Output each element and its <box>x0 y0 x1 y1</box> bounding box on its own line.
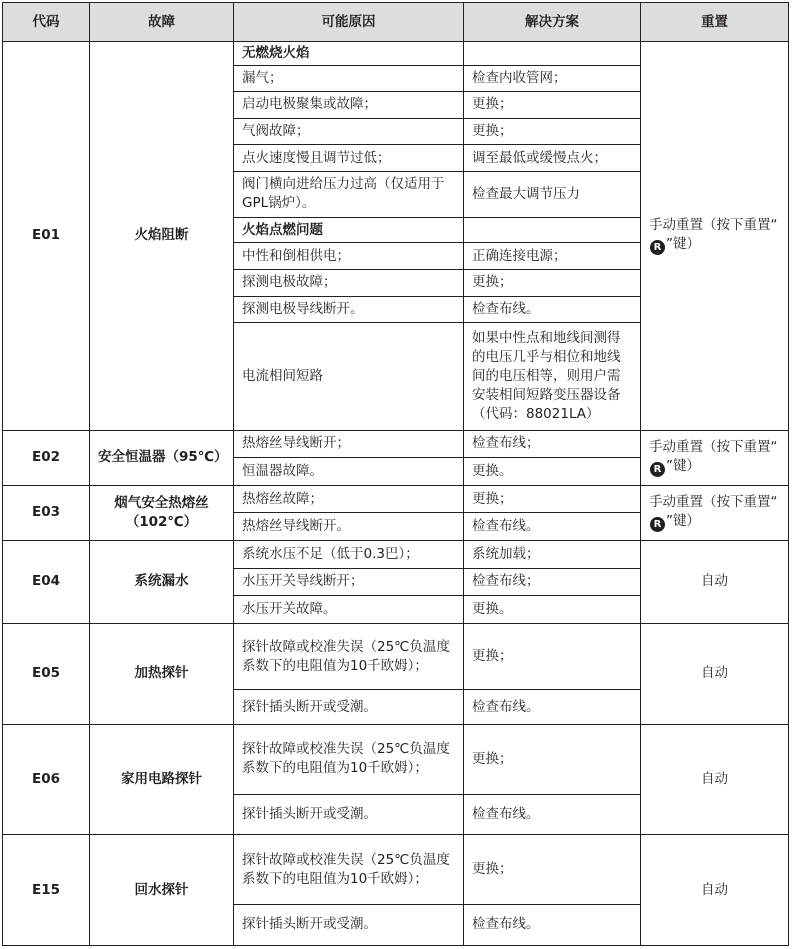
solution-cell: 检查布线。 <box>464 296 641 323</box>
table-row <box>3 540 789 568</box>
cause-subheading: 无燃烧火焰 <box>234 42 464 66</box>
solution-cell: 更换。 <box>464 458 641 486</box>
fault-code: E05 <box>3 623 90 724</box>
reset-cell <box>641 42 789 431</box>
solution-cell: 更换； <box>464 835 641 905</box>
header-fault: 故障 <box>90 3 234 42</box>
fault-name: 系统漏水 <box>90 540 234 623</box>
header-solution: 解决方案 <box>464 3 641 42</box>
cause-cell: 探针故障或校准失误（25℃负温度系数下的电阻值为10千欧姆）； <box>234 623 464 689</box>
cause-cell: 电流相间短路 <box>234 323 464 430</box>
cause-cell: 启动电极聚集或故障； <box>234 92 464 119</box>
cause-cell: 中性和倒相供电； <box>234 243 464 270</box>
reset-cell: 自动 <box>641 725 789 835</box>
cause-cell: 探针故障或校准失误（25℃负温度系数下的电阻值为10千欧姆）； <box>234 835 464 905</box>
cause-cell: 点火速度慢且调节过低； <box>234 145 464 172</box>
solution-cell: 检查布线； <box>464 430 641 458</box>
cause-cell: 热熔丝故障； <box>234 485 464 513</box>
solution-cell: 如果中性点和地线间测得的电压几乎与相位和地线间的电压相等，则用户需安装相间短路变压器设备（代码：88021LA） <box>464 323 641 430</box>
reset-key-icon: R <box>650 240 665 255</box>
reset-text-before: 手动重置（按下重置“ <box>649 217 778 234</box>
header-reset: 重置 <box>641 3 789 42</box>
fault-name: 回水探针 <box>90 835 234 946</box>
fault-code-table <box>2 2 789 946</box>
fault-code: E06 <box>3 725 90 835</box>
solution-cell: 检查内收管网； <box>464 65 641 92</box>
solution-cell: 调至最低或缓慢点火； <box>464 145 641 172</box>
reset-text-after: ”键） <box>666 513 700 530</box>
cause-cell: 热熔丝导线断开。 <box>234 513 464 541</box>
solution-cell: 检查最大调节压力 <box>464 171 641 217</box>
cause-cell: 探针插头断开或受潮。 <box>234 690 464 725</box>
table-row <box>3 485 789 513</box>
reset-text-before: 手动重置（按下重置“ <box>649 494 778 511</box>
solution-cell <box>464 217 641 243</box>
cause-cell: 探针插头断开或受潮。 <box>234 794 464 835</box>
table-row <box>3 42 789 66</box>
solution-cell: 检查布线。 <box>464 904 641 945</box>
cause-cell: 探测电极故障； <box>234 269 464 296</box>
solution-cell: 更换； <box>464 269 641 296</box>
fault-code: E04 <box>3 540 90 623</box>
cause-cell: 漏气； <box>234 65 464 92</box>
fault-name: 安全恒温器（95℃） <box>90 430 234 485</box>
solution-cell: 更换。 <box>464 596 641 624</box>
cause-cell: 水压开关导线断开； <box>234 568 464 596</box>
fault-name: 火焰阻断 <box>90 42 234 431</box>
cause-cell: 水压开关故障。 <box>234 596 464 624</box>
fault-code: E15 <box>3 835 90 946</box>
fault-code: E01 <box>3 42 90 431</box>
solution-cell: 正确连接电源； <box>464 243 641 270</box>
reset-text-after: ”键） <box>666 458 700 475</box>
reset-cell: 自动 <box>641 540 789 623</box>
cause-cell: 探针插头断开或受潮。 <box>234 904 464 945</box>
header-code: 代码 <box>3 3 90 42</box>
reset-cell: 自动 <box>641 835 789 946</box>
solution-cell: 检查布线。 <box>464 794 641 835</box>
solution-cell: 更换； <box>464 725 641 795</box>
table-row <box>3 430 789 458</box>
solution-cell: 更换； <box>464 485 641 513</box>
solution-cell: 检查布线； <box>464 568 641 596</box>
solution-cell: 更换； <box>464 623 641 689</box>
solution-cell: 检查布线。 <box>464 513 641 541</box>
cause-cell: 探测电极导线断开。 <box>234 296 464 323</box>
reset-cell <box>641 485 789 540</box>
solution-cell <box>464 42 641 66</box>
fault-code: E02 <box>3 430 90 485</box>
cause-subheading: 火焰点燃问题 <box>234 217 464 243</box>
table-row <box>3 835 789 905</box>
table-row <box>3 623 789 689</box>
table-row <box>3 725 789 795</box>
cause-cell: 热熔丝导线断开； <box>234 430 464 458</box>
fault-name: 烟气安全热熔丝（102℃） <box>90 485 234 540</box>
reset-key-icon: R <box>650 517 665 532</box>
fault-code: E03 <box>3 485 90 540</box>
reset-cell <box>641 430 789 485</box>
cause-cell: 气阀故障； <box>234 118 464 145</box>
reset-text-after: ”键） <box>666 236 700 253</box>
cause-cell: 系统水压不足（低于0.3巴）； <box>234 540 464 568</box>
solution-cell: 更换； <box>464 92 641 119</box>
cause-cell: 探针故障或校准失误（25℃负温度系数下的电阻值为10千欧姆）； <box>234 725 464 795</box>
cause-cell: 阀门横向进给压力过高（仅适用于GPL锅炉）。 <box>234 171 464 217</box>
fault-name: 家用电路探针 <box>90 725 234 835</box>
solution-cell: 检查布线。 <box>464 690 641 725</box>
reset-text-before: 手动重置（按下重置“ <box>649 439 778 456</box>
solution-cell: 系统加载； <box>464 540 641 568</box>
solution-cell: 更换； <box>464 118 641 145</box>
header-row <box>3 3 789 42</box>
header-cause: 可能原因 <box>234 3 464 42</box>
reset-cell: 自动 <box>641 623 789 724</box>
fault-name: 加热探针 <box>90 623 234 724</box>
reset-key-icon: R <box>650 462 665 477</box>
cause-cell: 恒温器故障。 <box>234 458 464 486</box>
